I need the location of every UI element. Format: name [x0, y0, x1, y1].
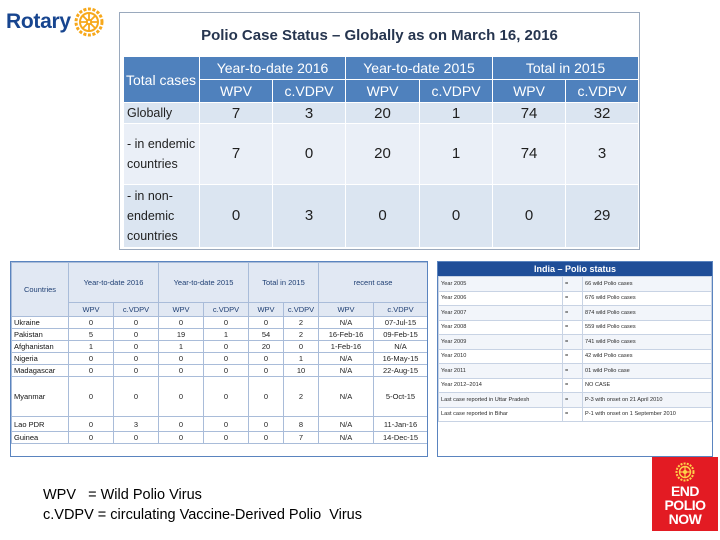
- cell: 3: [566, 124, 639, 184]
- cell: N/A: [319, 365, 374, 377]
- list-item: [439, 393, 712, 408]
- cell: N/A: [319, 432, 374, 444]
- sub-header: c.VDPV: [273, 80, 346, 103]
- cell: 1: [420, 103, 493, 124]
- table-row: [124, 103, 639, 124]
- india-row-label: Last case reported in Bihar: [439, 407, 563, 422]
- country-name: Lao PDR: [12, 417, 69, 432]
- cell: 0: [159, 353, 204, 365]
- group-header: Total in 2015: [493, 57, 639, 80]
- table-row: [12, 317, 428, 329]
- country-name: Myanmar: [12, 377, 69, 417]
- list-item: [439, 291, 712, 306]
- cell: 0: [273, 124, 346, 184]
- india-row-label: Year 2005: [439, 277, 563, 292]
- india-row-sep: =: [563, 349, 583, 364]
- india-row-label: Year 2007: [439, 306, 563, 321]
- cell: 0: [204, 353, 249, 365]
- list-item: [439, 364, 712, 379]
- india-row-value: NO CASE: [583, 378, 712, 393]
- badge-line-end: END: [670, 483, 700, 499]
- table-row: [12, 417, 428, 432]
- sub-header: c.VDPV: [374, 303, 428, 317]
- cell: 0: [204, 341, 249, 353]
- cell: 0: [159, 317, 204, 329]
- cell: 0: [204, 417, 249, 432]
- group-header: Year-to-date 2016: [69, 263, 159, 303]
- cell: 0: [249, 353, 284, 365]
- india-row-label: Year 2010: [439, 349, 563, 364]
- india-row-value: P-1 with onset on 1 September 2010: [583, 407, 712, 422]
- cell: 0: [249, 417, 284, 432]
- cell: 20: [346, 103, 420, 124]
- cell: 0: [69, 365, 114, 377]
- cell: 0: [114, 329, 159, 341]
- cell: 7: [200, 124, 273, 184]
- country-status-panel: [10, 261, 428, 457]
- sub-header: WPV: [346, 80, 420, 103]
- cell: 20: [346, 124, 420, 184]
- abbreviation-legend: [43, 485, 362, 525]
- cell: 14-Dec-15: [374, 432, 428, 444]
- cell: 11-Jan-16: [374, 417, 428, 432]
- cell: 1: [69, 341, 114, 353]
- cell: 07-Jul-15: [374, 317, 428, 329]
- table-row: [12, 365, 428, 377]
- list-item: [439, 349, 712, 364]
- india-status-panel: [437, 261, 713, 457]
- cell: 29: [566, 184, 639, 247]
- badge-line-polio: POLIO: [664, 497, 706, 513]
- cell: 74: [493, 103, 566, 124]
- cell: N/A: [374, 341, 428, 353]
- cell: 0: [159, 377, 204, 417]
- cell: 10: [284, 365, 319, 377]
- cell: 0: [114, 317, 159, 329]
- cell: 0: [493, 184, 566, 247]
- cell: 74: [493, 124, 566, 184]
- table-row: [12, 432, 428, 444]
- legend-wpv: WPV = Wild Polio Virus: [43, 487, 202, 503]
- table-row: [12, 377, 428, 417]
- group-header: recent case: [319, 263, 428, 303]
- group-header: Year-to-date 2015: [159, 263, 249, 303]
- country-name: Ukraine: [12, 317, 69, 329]
- india-row-sep: =: [563, 320, 583, 335]
- india-row-sep: =: [563, 306, 583, 321]
- list-item: [439, 320, 712, 335]
- group-header: Total in 2015: [249, 263, 319, 303]
- sub-header: c.VDPV: [566, 80, 639, 103]
- countries-header: Countries: [12, 263, 69, 317]
- rotary-wheel-icon: [675, 462, 695, 482]
- row-label: Globally: [124, 103, 200, 124]
- sub-header: WPV: [200, 80, 273, 103]
- cell: 09-Feb-15: [374, 329, 428, 341]
- india-row-label: Year 2012–2014: [439, 378, 563, 393]
- cell: 0: [249, 377, 284, 417]
- country-name: Guinea: [12, 432, 69, 444]
- cell: 22-Aug-15: [374, 365, 428, 377]
- india-row-value: 01 wild Polio case: [583, 364, 712, 379]
- legend-cvdpv: c.VDPV = circulating Vaccine-Derived Polio Virus: [43, 507, 362, 523]
- table-row: [124, 184, 639, 247]
- cell: 1: [420, 124, 493, 184]
- cell: 0: [346, 184, 420, 247]
- cell: 3: [273, 184, 346, 247]
- india-row-sep: =: [563, 364, 583, 379]
- badge-line-now: NOW: [668, 511, 702, 527]
- cell: 0: [69, 432, 114, 444]
- sub-header: c.VDPV: [284, 303, 319, 317]
- table-row: [12, 353, 428, 365]
- cell: 0: [159, 417, 204, 432]
- india-row-sep: =: [563, 393, 583, 408]
- cell: 0: [69, 417, 114, 432]
- india-row-value: 42 wild Polio cases: [583, 349, 712, 364]
- cell: 8: [284, 417, 319, 432]
- cell: N/A: [319, 377, 374, 417]
- sub-header: WPV: [493, 80, 566, 103]
- cell: 0: [249, 365, 284, 377]
- cell: 0: [420, 184, 493, 247]
- cell: 0: [159, 432, 204, 444]
- india-row-value: 559 wild Polio cases: [583, 320, 712, 335]
- cell: 2: [284, 377, 319, 417]
- row-label: - in endemic countries: [124, 124, 200, 184]
- row-label: - in non-endemic countries: [124, 184, 200, 247]
- table-row: [12, 329, 428, 341]
- india-row-value: P-3 with onset on 21 April 2010: [583, 393, 712, 408]
- cell: 0: [114, 353, 159, 365]
- cell: N/A: [319, 317, 374, 329]
- cell: 0: [159, 365, 204, 377]
- india-row-value: 741 wild Polio cases: [583, 335, 712, 350]
- cell: 0: [69, 353, 114, 365]
- rotary-logo: [6, 6, 104, 38]
- cell: 16-Feb-16: [319, 329, 374, 341]
- sub-header: WPV: [159, 303, 204, 317]
- list-item: [439, 378, 712, 393]
- india-row-label: Year 2008: [439, 320, 563, 335]
- cell: 1: [204, 329, 249, 341]
- india-row-value: 676 wild Polio cases: [583, 291, 712, 306]
- sub-header: c.VDPV: [114, 303, 159, 317]
- cell: 1: [159, 341, 204, 353]
- cell: 3: [273, 103, 346, 124]
- cell: 0: [114, 365, 159, 377]
- india-row-sep: =: [563, 277, 583, 292]
- country-name: Afghanistan: [12, 341, 69, 353]
- total-cases-header: Total cases: [124, 57, 200, 103]
- india-row-value: 66 wild Polio cases: [583, 277, 712, 292]
- list-item: [439, 277, 712, 292]
- sub-header: WPV: [249, 303, 284, 317]
- india-row-sep: =: [563, 407, 583, 422]
- cell: 1-Feb-16: [319, 341, 374, 353]
- india-row-label: Last case reported in Uttar Pradesh: [439, 393, 563, 408]
- cell: 0: [249, 432, 284, 444]
- list-item: [439, 335, 712, 350]
- cell: 2: [284, 317, 319, 329]
- india-row-sep: =: [563, 378, 583, 393]
- cell: 32: [566, 103, 639, 124]
- global-status-table: [123, 56, 639, 248]
- sub-header: WPV: [319, 303, 374, 317]
- cell: 0: [114, 432, 159, 444]
- global-status-panel: [119, 12, 640, 250]
- cell: 20: [249, 341, 284, 353]
- country-name: Nigeria: [12, 353, 69, 365]
- cell: 0: [284, 341, 319, 353]
- group-header: Year-to-date 2015: [346, 57, 493, 80]
- cell: 7: [200, 103, 273, 124]
- cell: 0: [204, 365, 249, 377]
- cell: 0: [69, 317, 114, 329]
- cell: 54: [249, 329, 284, 341]
- cell: 5: [69, 329, 114, 341]
- india-row-sep: =: [563, 335, 583, 350]
- table-row: [12, 341, 428, 353]
- list-item: [439, 306, 712, 321]
- cell: 3: [114, 417, 159, 432]
- cell: 5-Oct-15: [374, 377, 428, 417]
- country-name: Pakistan: [12, 329, 69, 341]
- india-row-label: Year 2011: [439, 364, 563, 379]
- cell: 0: [114, 377, 159, 417]
- cell: N/A: [319, 417, 374, 432]
- cell: 16-May-15: [374, 353, 428, 365]
- cell: 1: [284, 353, 319, 365]
- cell: 7: [284, 432, 319, 444]
- cell: 0: [204, 317, 249, 329]
- cell: 2: [284, 329, 319, 341]
- india-status-title: India – Polio status: [438, 262, 712, 276]
- group-header: Year-to-date 2016: [200, 57, 346, 80]
- india-row-value: 874 wild Polio cases: [583, 306, 712, 321]
- sub-header: c.VDPV: [420, 80, 493, 103]
- cell: 0: [114, 341, 159, 353]
- cell: 0: [200, 184, 273, 247]
- cell: N/A: [319, 353, 374, 365]
- country-status-table: [11, 262, 428, 444]
- end-polio-now-badge: [652, 457, 718, 531]
- cell: 0: [204, 432, 249, 444]
- global-status-title: Polio Case Status – Globally as on March 16, 2016: [201, 27, 558, 44]
- country-name: Madagascar: [12, 365, 69, 377]
- sub-header: WPV: [69, 303, 114, 317]
- rotary-wheel-icon: [74, 7, 104, 37]
- cell: 0: [249, 317, 284, 329]
- india-row-sep: =: [563, 291, 583, 306]
- india-status-table: [438, 276, 712, 422]
- cell: 0: [69, 377, 114, 417]
- list-item: [439, 407, 712, 422]
- table-row: [124, 124, 639, 184]
- cell: 0: [204, 377, 249, 417]
- logo-text: Rotary: [6, 10, 71, 33]
- cell: 19: [159, 329, 204, 341]
- india-row-label: Year 2006: [439, 291, 563, 306]
- india-row-label: Year 2009: [439, 335, 563, 350]
- sub-header: c.VDPV: [204, 303, 249, 317]
